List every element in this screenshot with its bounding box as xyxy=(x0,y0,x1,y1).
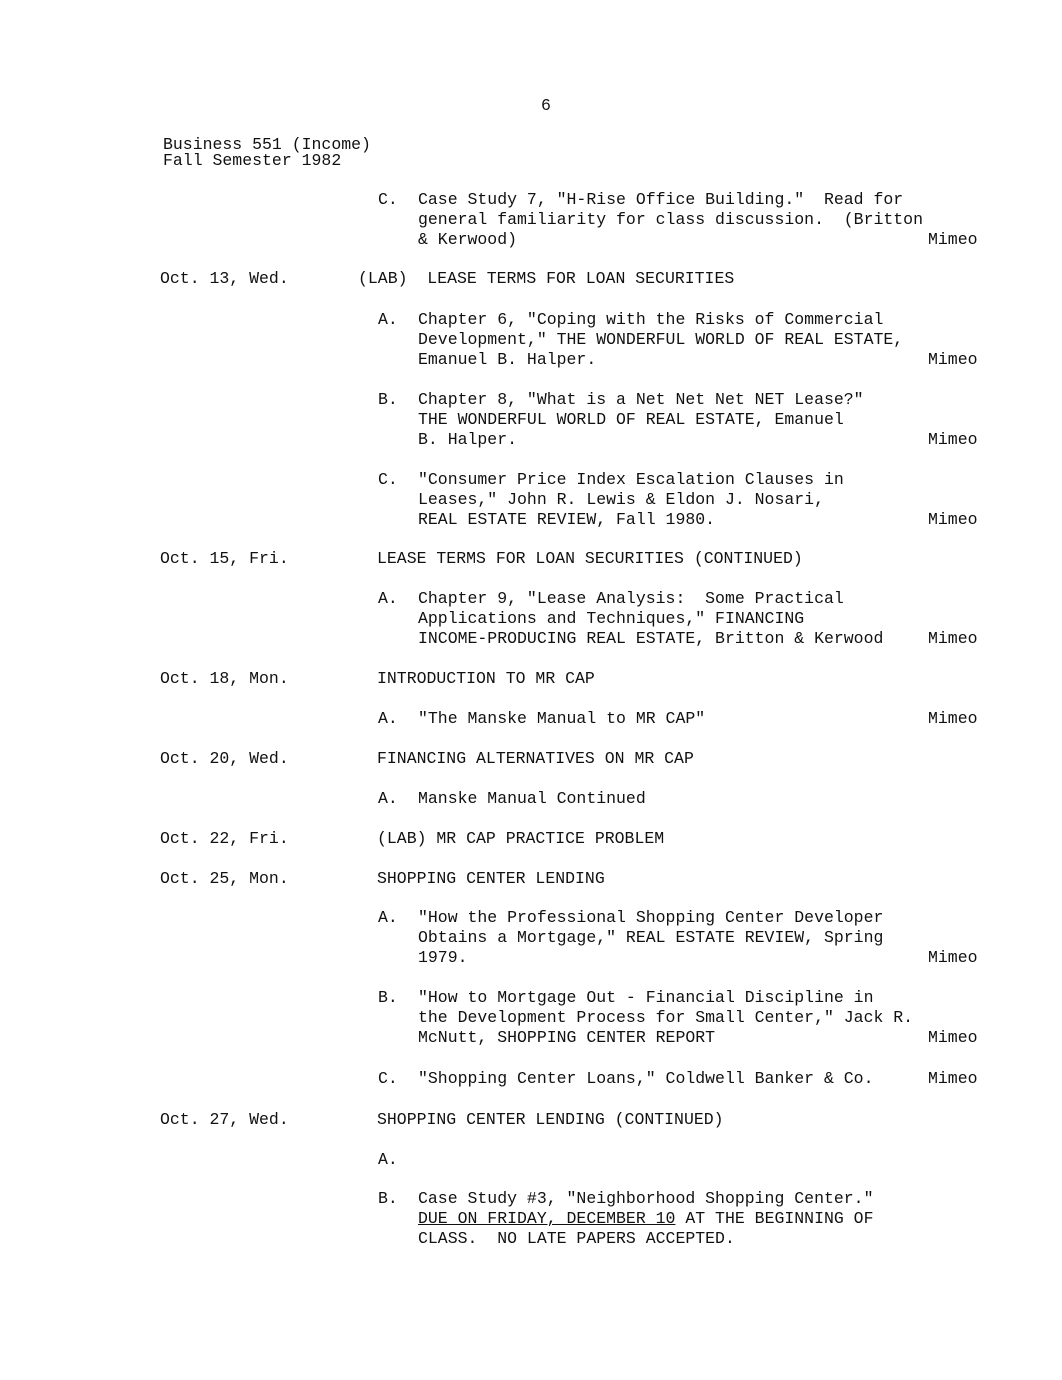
session-topic: FINANCING ALTERNATIVES ON MR CAP xyxy=(377,749,694,768)
reading-line: Chapter 8, "What is a Net Net Net NET Lease?" xyxy=(418,390,864,409)
item-letter: B. xyxy=(378,1189,398,1208)
reading-line: & Kerwood) xyxy=(418,230,518,249)
session-date: Oct. 15, Fri. xyxy=(160,549,289,568)
item-letter: C. xyxy=(378,1069,398,1088)
due-date-rest: AT THE BEGINNING OF xyxy=(675,1209,874,1228)
reading-line: "How to Mortgage Out - Financial Discipline in xyxy=(418,988,874,1007)
reading-line: Case Study #3, "Neighborhood Shopping Center." xyxy=(418,1189,874,1208)
due-date-underlined: DUE ON FRIDAY, DECEMBER 10 xyxy=(418,1209,676,1228)
session-topic: INTRODUCTION TO MR CAP xyxy=(377,669,595,688)
item-letter: C. xyxy=(378,190,398,209)
mimeo-label: Mimeo xyxy=(928,230,978,249)
reading-line: Chapter 6, "Coping with the Risks of Commercial xyxy=(418,310,884,329)
reading-line: Chapter 9, "Lease Analysis: Some Practical xyxy=(418,589,844,608)
item-letter: A. xyxy=(378,789,398,808)
item-letter: C. xyxy=(378,470,398,489)
session-date: Oct. 20, Wed. xyxy=(160,749,289,768)
reading-line: Case Study 7, "H-Rise Office Building." Read for xyxy=(418,190,904,209)
reading-line: Development," THE WONDERFUL WORLD OF REAL ESTATE, xyxy=(418,330,904,349)
reading-line xyxy=(418,1209,874,1229)
semester-label: Fall Semester 1982 xyxy=(163,151,342,170)
mimeo-label: Mimeo xyxy=(928,1069,978,1088)
session-date: Oct. 18, Mon. xyxy=(160,669,289,688)
reading-line: B. Halper. xyxy=(418,430,518,449)
reading-line: 1979. xyxy=(418,948,468,967)
mimeo-label: Mimeo xyxy=(928,430,978,449)
session-topic: SHOPPING CENTER LENDING (CONTINUED) xyxy=(377,1110,724,1129)
reading-line: Obtains a Mortgage," REAL ESTATE REVIEW, Spring xyxy=(418,928,884,947)
session-date: Oct. 27, Wed. xyxy=(160,1110,289,1129)
reading-line: general familiarity for class discussion. (Britton xyxy=(418,210,923,229)
reading-line: CLASS. NO LATE PAPERS ACCEPTED. xyxy=(418,1229,735,1248)
reading-line: THE WONDERFUL WORLD OF REAL ESTATE, Emanuel xyxy=(418,410,844,429)
session-topic: (LAB) MR CAP PRACTICE PROBLEM xyxy=(377,829,665,848)
reading-line: Emanuel B. Halper. xyxy=(418,350,597,369)
reading-line: Leases," John R. Lewis & Eldon J. Nosari, xyxy=(418,490,824,509)
reading-line: REAL ESTATE REVIEW, Fall 1980. xyxy=(418,510,716,529)
reading-line: INCOME-PRODUCING REAL ESTATE, Britton & Kerwood xyxy=(418,629,884,648)
item-letter: A. xyxy=(378,589,398,608)
reading-line: "Consumer Price Index Escalation Clauses in xyxy=(418,470,844,489)
mimeo-label: Mimeo xyxy=(928,350,978,369)
mimeo-label: Mimeo xyxy=(928,1028,978,1047)
item-letter: B. xyxy=(378,988,398,1007)
reading-line: McNutt, SHOPPING CENTER REPORT xyxy=(418,1028,716,1047)
reading-line: Manske Manual Continued xyxy=(418,789,646,808)
reading-line: the Development Process for Small Center," Jack R. xyxy=(418,1008,914,1027)
session-topic: SHOPPING CENTER LENDING xyxy=(377,869,605,888)
reading-line: "The Manske Manual to MR CAP" xyxy=(418,709,706,728)
session-date: Oct. 22, Fri. xyxy=(160,829,289,848)
item-letter: A. xyxy=(378,709,398,728)
session-date: Oct. 13, Wed. xyxy=(160,269,289,288)
mimeo-label: Mimeo xyxy=(928,510,978,529)
reading-line: "Shopping Center Loans," Coldwell Banker & Co. xyxy=(418,1069,874,1088)
item-letter: A. xyxy=(378,908,398,927)
item-letter: A. xyxy=(378,310,398,329)
reading-line: Applications and Techniques," FINANCING xyxy=(418,609,805,628)
item-letter: B. xyxy=(378,390,398,409)
session-date: Oct. 25, Mon. xyxy=(160,869,289,888)
session-topic: (LAB) LEASE TERMS FOR LOAN SECURITIES xyxy=(358,269,735,288)
mimeo-label: Mimeo xyxy=(928,948,978,967)
item-letter: A. xyxy=(378,1150,398,1169)
mimeo-label: Mimeo xyxy=(928,629,978,648)
course-title: Business 551 (Income) xyxy=(163,135,371,154)
page-number: 6 xyxy=(541,96,551,115)
reading-line: "How the Professional Shopping Center Developer xyxy=(418,908,884,927)
session-topic: LEASE TERMS FOR LOAN SECURITIES (CONTINUED) xyxy=(377,549,803,568)
mimeo-label: Mimeo xyxy=(928,709,978,728)
